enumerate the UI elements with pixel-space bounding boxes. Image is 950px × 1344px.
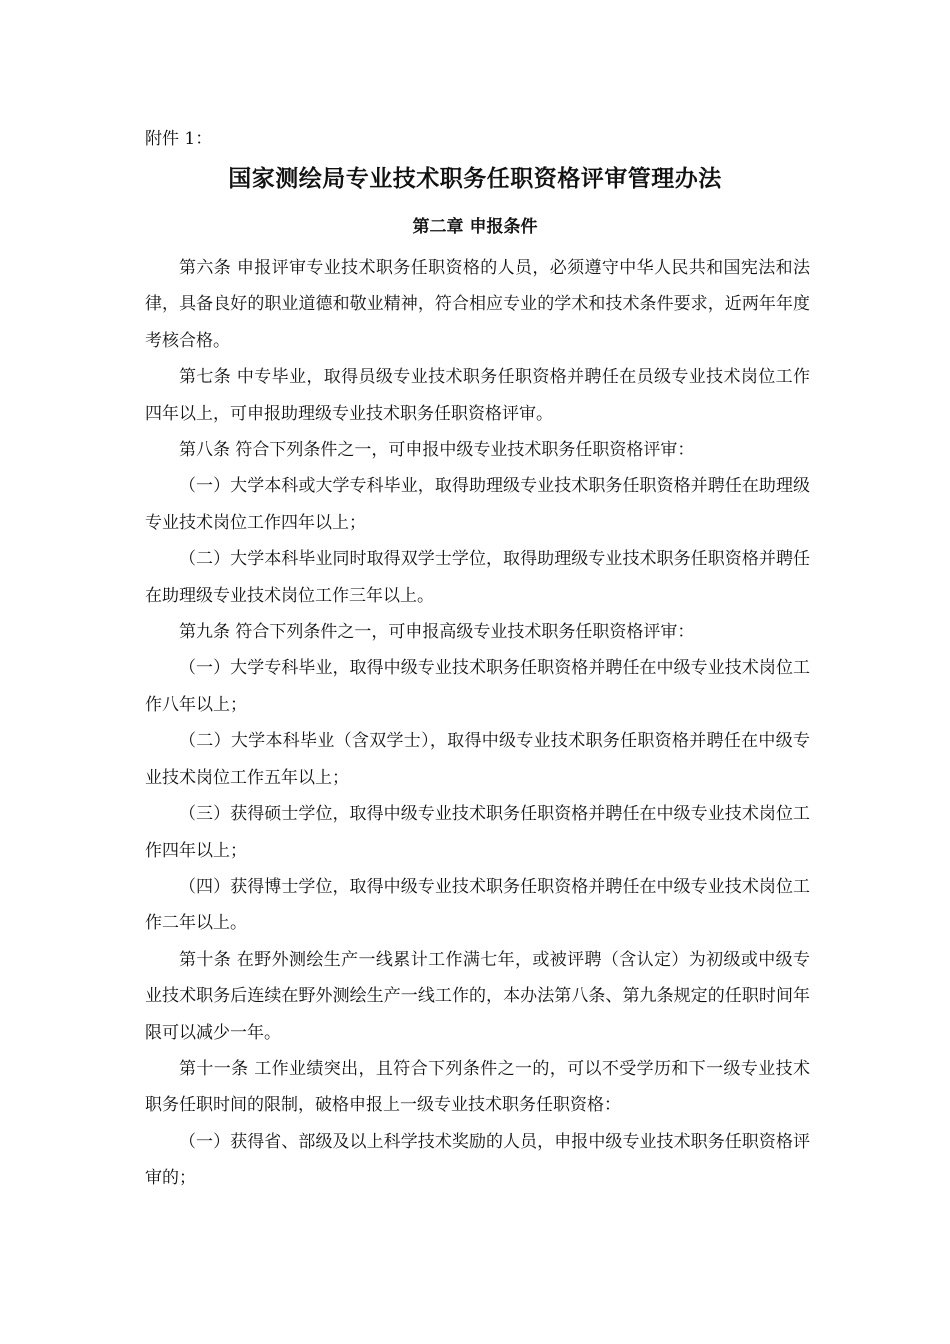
paragraph-article-8-item-2: （二）大学本科毕业同时取得双学士学位，取得助理级专业技术职务任职资格并聘任在助理级专业技术岗位工作三年以上。 [145,549,810,606]
paragraph-article-7: 第七条 中专毕业，取得员级专业技术职务任职资格并聘任在员级专业技术岗位工作四年以上，可申报助理级专业技术职务任职资格评审。 [145,367,810,424]
paragraph-article-11: 第十一条 工作业绩突出，且符合下列条件之一的，可以不受学历和下一级专业技术职务任职时间的限制，破格申报上一级专业技术职务任职资格： [145,1058,810,1116]
chapter-heading: 第二章 申报条件 [412,217,538,237]
attachment-label: 附件 1： [145,129,213,149]
paragraph-article-9-item-2: （二）大学本科毕业（含双学士），取得中级专业技术职务任职资格并聘任在中级专业技术岗位工作五年以上； [145,731,810,788]
paragraph-article-9-item-3: （三）获得硕士学位，取得中级专业技术职务任职资格并聘任在中级专业技术岗位工作四年以上； [145,804,810,861]
paragraph-article-9: 第九条 符合下列条件之一，可申报高级专业技术职务任职资格评审： [179,622,695,643]
document-body [145,250,810,1197]
paragraph-article-6: 第六条 申报评审专业技术职务任职资格的人员，必须遵守中华人民共和国宪法和法律，具备良好的职业道德和敬业精神，符合相应专业的学术和技术条件要求，近两年年度考核合格。 [145,258,810,351]
paragraph-article-9-item-1: （一）大学专科毕业，取得中级专业技术职务任职资格并聘任在中级专业技术岗位工作八年以上； [145,658,810,715]
document-title: 国家测绘局专业技术职务任职资格评审管理办法 [228,166,722,192]
paragraph-article-8: 第八条 符合下列条件之一，可申报中级专业技术职务任职资格评审： [179,440,695,461]
paragraph-article-8-item-1: （一）大学本科或大学专科毕业，取得助理级专业技术职务任职资格并聘任在助理级专业技术岗位工作四年以上； [145,476,810,533]
paragraph-article-10: 第十条 在野外测绘生产一线累计工作满七年，或被评聘（含认定）为初级或中级专业技术职务后连续在野外测绘生产一线工作的，本办法第八条、第九条规定的任职时间年限可以减少一年。 [145,949,810,1043]
paragraph-article-11-item-1: （一）获得省、部级及以上科学技术奖励的人员，申报中级专业技术职务任职资格评审的； [145,1131,810,1189]
paragraph-article-9-item-4: （四）获得博士学位，取得中级专业技术职务任职资格并聘任在中级专业技术岗位工作二年以上。 [145,876,810,934]
